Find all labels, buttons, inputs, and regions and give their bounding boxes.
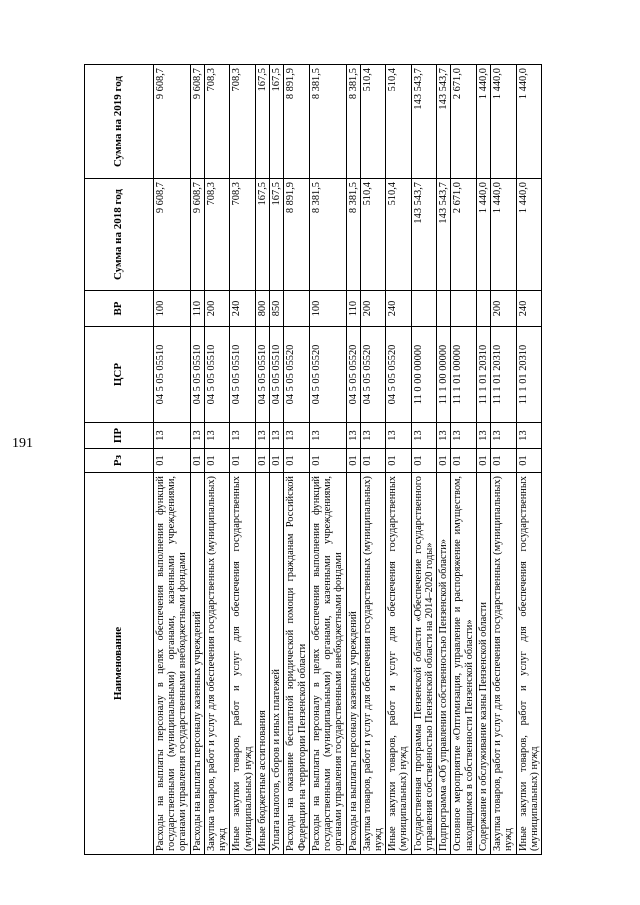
cell-sum-2019: 143 543,7 xyxy=(411,65,436,179)
cell-vr: 240 xyxy=(386,291,411,327)
cell-sum-2019: 510,4 xyxy=(386,65,411,179)
cell-name: Иные закупки товаров, работ и услуг для обеспечения государственных (муниципальных) нужд xyxy=(516,473,541,855)
cell-csr: 04 5 05 05520 xyxy=(309,327,346,423)
cell-sum-2018: 510,4 xyxy=(360,179,385,291)
cell-sum-2019: 2 671,0 xyxy=(451,65,476,179)
cell-rz: 01 xyxy=(204,449,229,473)
cell-sum-2018: 9 608,7 xyxy=(190,179,204,291)
cell-sum-2019: 8 891,9 xyxy=(284,65,309,179)
cell-csr: 11 1 01 20310 xyxy=(491,327,516,423)
cell-rz: 01 xyxy=(270,449,284,473)
cell-sum-2018: 1 440,0 xyxy=(516,179,541,291)
cell-pr: 13 xyxy=(230,423,255,449)
table-row xyxy=(255,65,269,855)
cell-csr: 04 5 05 05520 xyxy=(284,327,309,423)
cell-sum-2018: 510,4 xyxy=(386,179,411,291)
cell-name: Расходы на выплаты персоналу казенных учреждений xyxy=(190,473,204,855)
cell-rz: 01 xyxy=(255,449,269,473)
cell-csr: 04 5 05 05510 xyxy=(255,327,269,423)
cell-pr: 13 xyxy=(309,423,346,449)
cell-sum-2019: 708,3 xyxy=(230,65,255,179)
cell-rz: 01 xyxy=(346,449,360,473)
cell-vr: 100 xyxy=(309,291,346,327)
cell-csr: 11 1 00 00000 xyxy=(437,327,451,423)
cell-sum-2018: 143 543,7 xyxy=(411,179,436,291)
cell-csr: 04 5 05 05520 xyxy=(360,327,385,423)
cell-vr: 800 xyxy=(255,291,269,327)
cell-rz: 01 xyxy=(386,449,411,473)
cell-pr: 13 xyxy=(270,423,284,449)
cell-sum-2018: 8 891,9 xyxy=(284,179,309,291)
table-row xyxy=(270,65,284,855)
cell-pr: 13 xyxy=(190,423,204,449)
table-row xyxy=(360,65,385,855)
cell-vr xyxy=(451,291,476,327)
cell-csr: 04 5 05 05510 xyxy=(204,327,229,423)
cell-name: Подпрограмма «Об управлении собственностью Пензенской области» xyxy=(437,473,451,855)
cell-vr xyxy=(437,291,451,327)
cell-vr: 200 xyxy=(204,291,229,327)
cell-csr: 04 5 05 05510 xyxy=(190,327,204,423)
cell-pr: 13 xyxy=(476,423,490,449)
cell-sum-2018: 8 381,5 xyxy=(346,179,360,291)
rotated-table-wrapper xyxy=(84,65,614,855)
cell-sum-2018: 1 440,0 xyxy=(476,179,490,291)
cell-sum-2019: 167,5 xyxy=(255,65,269,179)
cell-vr: 110 xyxy=(346,291,360,327)
cell-sum-2019: 1 440,0 xyxy=(516,65,541,179)
table-row xyxy=(491,65,516,855)
table-row xyxy=(411,65,436,855)
cell-name: Основное мероприятие «Оптимизация, управление и распоряжение имуществом, находящимся в собственности Пензенской области» xyxy=(451,473,476,855)
header-vr: ВР xyxy=(85,291,154,327)
cell-csr: 04 5 05 05510 xyxy=(154,327,191,423)
header-rz: Рз xyxy=(85,449,154,473)
table-header-row xyxy=(85,65,154,855)
cell-name: Иные закупки товаров, работ и услуг для обеспечения государственных (муниципальных) нужд xyxy=(230,473,255,855)
table-row xyxy=(230,65,255,855)
cell-name: Расходы на выплаты персоналу в целях обеспечения выполнения функций государственными (муниципальными) органами, казенными учреждениями, органами управления государственными внебюджетными фондами xyxy=(154,473,191,855)
cell-name: Иные бюджетные ассигнования xyxy=(255,473,269,855)
cell-csr: 04 5 05 05520 xyxy=(346,327,360,423)
cell-pr: 13 xyxy=(411,423,436,449)
cell-csr: 04 5 05 05510 xyxy=(230,327,255,423)
cell-pr: 13 xyxy=(204,423,229,449)
cell-rz: 01 xyxy=(451,449,476,473)
table-row xyxy=(476,65,490,855)
cell-sum-2019: 143 543,7 xyxy=(437,65,451,179)
table-row xyxy=(516,65,541,855)
cell-pr: 13 xyxy=(255,423,269,449)
cell-sum-2018: 2 671,0 xyxy=(451,179,476,291)
cell-sum-2018: 1 440,0 xyxy=(491,179,516,291)
cell-pr: 13 xyxy=(360,423,385,449)
cell-rz: 01 xyxy=(411,449,436,473)
cell-rz: 01 xyxy=(360,449,385,473)
cell-name: Государственная программа Пензенской области «Обеспечение государственного управления собственностью Пензенской области на 2014–2020 годы» xyxy=(411,473,436,855)
table-row xyxy=(346,65,360,855)
table-row xyxy=(386,65,411,855)
cell-pr: 13 xyxy=(516,423,541,449)
cell-pr: 13 xyxy=(346,423,360,449)
cell-vr: 200 xyxy=(360,291,385,327)
table-row xyxy=(437,65,451,855)
cell-csr: 04 5 05 05520 xyxy=(386,327,411,423)
cell-vr xyxy=(411,291,436,327)
cell-rz: 01 xyxy=(309,449,346,473)
table-row xyxy=(154,65,191,855)
cell-vr: 240 xyxy=(516,291,541,327)
cell-pr: 13 xyxy=(491,423,516,449)
cell-sum-2019: 167,5 xyxy=(270,65,284,179)
table-row xyxy=(190,65,204,855)
cell-sum-2018: 167,5 xyxy=(255,179,269,291)
cell-vr: 850 xyxy=(270,291,284,327)
header-sum-2019: Сумма на 2019 год xyxy=(85,65,154,179)
header-sum-2018: Сумма на 2018 год xyxy=(85,179,154,291)
table-row xyxy=(309,65,346,855)
cell-name: Закупка товаров, работ и услуг для обеспечения государственных (муниципальных) нужд xyxy=(360,473,385,855)
cell-sum-2018: 8 381,5 xyxy=(309,179,346,291)
cell-sum-2019: 708,3 xyxy=(204,65,229,179)
cell-sum-2018: 143 543,7 xyxy=(437,179,451,291)
cell-sum-2019: 9 608,7 xyxy=(190,65,204,179)
cell-rz: 01 xyxy=(476,449,490,473)
cell-sum-2018: 9 608,7 xyxy=(154,179,191,291)
table-row xyxy=(204,65,229,855)
cell-name: Содержание и обслуживание казны Пензенской области xyxy=(476,473,490,855)
cell-sum-2019: 8 381,5 xyxy=(346,65,360,179)
cell-csr: 11 1 01 20310 xyxy=(476,327,490,423)
cell-vr xyxy=(476,291,490,327)
cell-sum-2019: 1 440,0 xyxy=(491,65,516,179)
cell-name: Расходы на оказание бесплатной юридической помощи гражданам Российской Федерации на территории Пензенской области xyxy=(284,473,309,855)
table-row xyxy=(284,65,309,855)
cell-sum-2019: 8 381,5 xyxy=(309,65,346,179)
cell-pr: 13 xyxy=(386,423,411,449)
cell-csr: 11 1 01 00000 xyxy=(451,327,476,423)
cell-sum-2019: 9 608,7 xyxy=(154,65,191,179)
cell-name: Уплата налогов, сборов и иных платежей xyxy=(270,473,284,855)
cell-pr: 13 xyxy=(437,423,451,449)
cell-csr: 11 0 00 00000 xyxy=(411,327,436,423)
cell-vr: 200 xyxy=(491,291,516,327)
cell-vr: 100 xyxy=(154,291,191,327)
cell-pr: 13 xyxy=(154,423,191,449)
cell-vr: 240 xyxy=(230,291,255,327)
table-row xyxy=(451,65,476,855)
cell-rz: 01 xyxy=(230,449,255,473)
header-pr: ПР xyxy=(85,423,154,449)
cell-csr: 04 5 05 05510 xyxy=(270,327,284,423)
header-csr: ЦСР xyxy=(85,327,154,423)
budget-table xyxy=(84,64,542,855)
cell-vr xyxy=(284,291,309,327)
cell-rz: 01 xyxy=(284,449,309,473)
cell-rz: 01 xyxy=(491,449,516,473)
cell-sum-2019: 1 440,0 xyxy=(476,65,490,179)
cell-sum-2018: 167,5 xyxy=(270,179,284,291)
cell-sum-2018: 708,3 xyxy=(204,179,229,291)
cell-sum-2018: 708,3 xyxy=(230,179,255,291)
header-name: Наименование xyxy=(85,473,154,855)
cell-name: Закупка товаров, работ и услуг для обеспечения государственных (муниципальных) нужд xyxy=(204,473,229,855)
cell-name: Расходы на выплаты персоналу в целях обеспечения выполнения функций государственными (муниципальными) органами, казенными учреждениями, органами управления государственными внебюджетными фондами xyxy=(309,473,346,855)
cell-pr: 13 xyxy=(451,423,476,449)
cell-name: Закупка товаров, работ и услуг для обеспечения государственных (муниципальных) нужд xyxy=(491,473,516,855)
cell-rz: 01 xyxy=(516,449,541,473)
cell-rz: 01 xyxy=(154,449,191,473)
page-number: 191 xyxy=(12,436,33,451)
cell-rz: 01 xyxy=(190,449,204,473)
cell-vr: 110 xyxy=(190,291,204,327)
cell-name: Расходы на выплаты персоналу казенных учреждений xyxy=(346,473,360,855)
cell-rz: 01 xyxy=(437,449,451,473)
cell-pr: 13 xyxy=(284,423,309,449)
cell-csr: 11 1 01 20310 xyxy=(516,327,541,423)
cell-sum-2019: 510,4 xyxy=(360,65,385,179)
cell-name: Иные закупки товаров, работ и услуг для обеспечения государственных (муниципальных) нужд xyxy=(386,473,411,855)
